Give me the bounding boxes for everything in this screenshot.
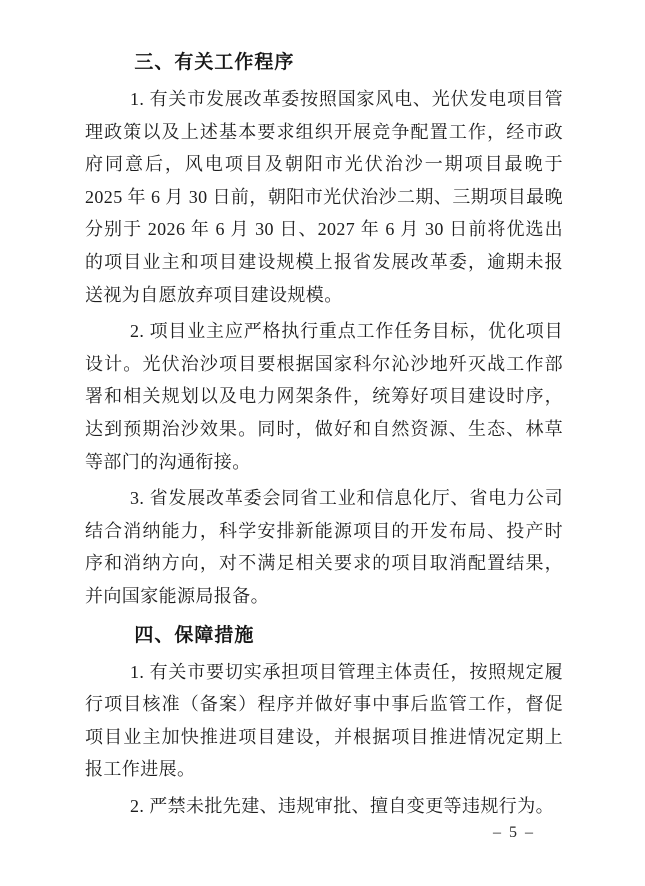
section3-paragraph-3: 3. 省发展改革委会同省工业和信息化厅、省电力公司结合消纳能力，科学安排新能源项目的开发布局、投产时序和消纳方向，对不满足相关要求的项目取消配置结果，并向国家能源局报备。 (85, 488, 563, 606)
section4-heading: 四、保障措施 (134, 624, 255, 646)
page-number: – 5 – (493, 824, 535, 841)
section3-heading: 三、有关工作程序 (134, 52, 295, 73)
section3-paragraph-2: 2. 项目业主应严格执行重点工作任务目标，优化项目设计。光伏治沙项目要根据国家科尔沁沙地歼灭战工作部署和相关规划以及电力网架条件，统筹好项目建设时序，达到预期治沙效果。同时，做好和自然资源、生态、林草等部门的沟通衔接。 (85, 321, 563, 472)
section3-paragraph-1: 1. 有关市发展改革委按照国家风电、光伏发电项目管理政策以及上述基本要求组织开展竞争配置工作，经市政府同意后，风电项目及朝阳市光伏治沙一期项目最晚于 2025 年 6 月 30 日前，朝阳市光伏治沙二期、三期项目最晚分别于 2026 年 6 月 30 日、2027 年 6 月 30 日前将优选出的项目业主和项目建设规模上报省发展改革委，逾期未报送视为自愿放弃项目建设规模。 (85, 89, 563, 305)
section4-paragraph-2: 2. 严禁未批先建、违规审批、擅自变更等违规行为。 (130, 795, 554, 816)
section4-paragraph-1: 1. 有关市要切实承担项目管理主体责任，按照规定履行项目核准（备案）程序并做好事中事后监管工作，督促项目业主加快推进项目建设，并根据项目推进情况定期上报工作进展。 (85, 661, 563, 780)
